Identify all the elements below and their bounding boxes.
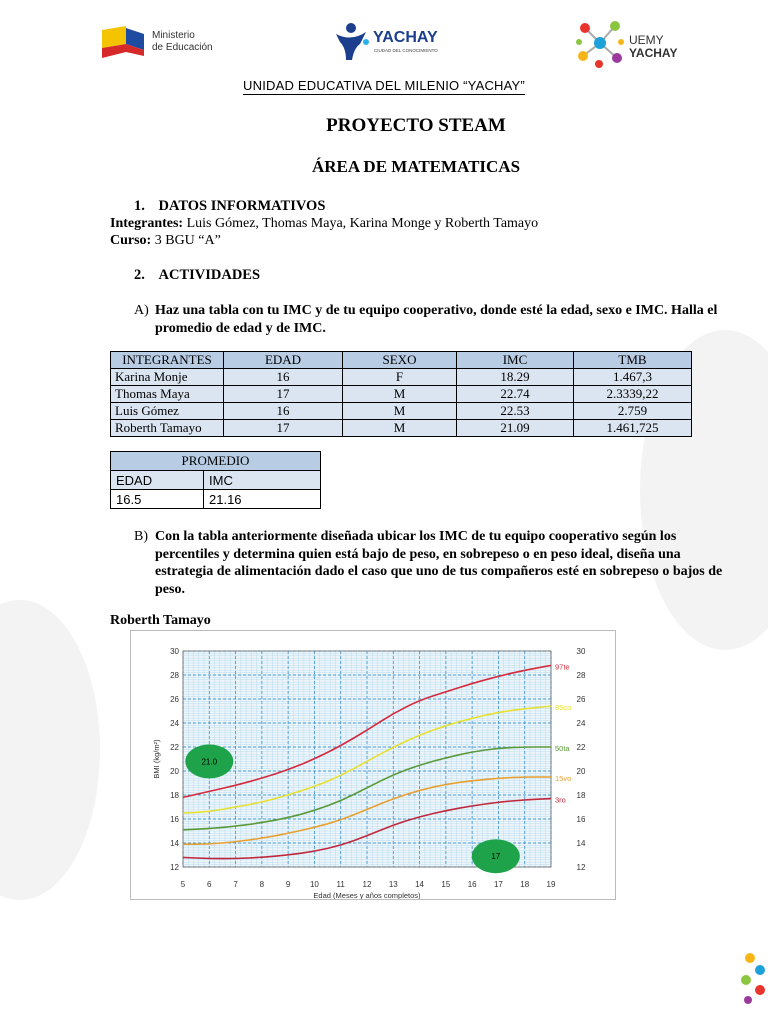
y-tick-label: 22 [170,743,179,752]
average-col-label: EDAD [111,471,204,490]
activity-b-letter: B) [134,529,148,544]
table-header-row [111,352,692,369]
table-row [111,403,692,420]
y-tick-label-right: 24 [576,719,586,728]
members-table [110,351,692,437]
bmi-chart-svg [131,631,615,899]
page-subtitle: ÁREA DE MATEMATICAS [311,157,521,176]
x-tick-label: 19 [546,880,556,889]
x-tick-label: 14 [415,880,425,889]
x-tick-label: 6 [207,880,212,889]
activity-a [134,302,724,337]
series-label: 50ta [555,744,570,753]
background-decoration [0,600,100,900]
table-cell: M [343,386,457,403]
table-cell: 22.53 [457,403,574,420]
y-tick-label: 18 [170,791,179,800]
section1-number: 1. [134,198,145,214]
ecuador-flag-icon [98,24,148,62]
y-tick-label-right: 30 [576,647,586,656]
integrantes-label: Integrantes: [110,216,184,231]
table-cell: 16 [224,403,343,420]
series-label: 3ro [555,795,566,805]
x-tick-label: 16 [467,880,477,889]
table-cell: 17 [224,420,343,437]
x-tick-label: 15 [441,880,451,889]
table-row [111,369,692,386]
yachay-figure-icon [330,20,372,62]
activity-b [134,528,724,598]
table-cell: M [343,420,457,437]
average-table [110,451,321,509]
x-tick-label: 17 [493,880,503,889]
x-tick-label: 11 [336,880,345,889]
marker-label: 17 [491,852,501,862]
page-title: PROYECTO STEAM [326,115,506,136]
table-cell: 2.3339,22 [574,386,692,403]
integrantes-value: Luis Gómez, Thomas Maya, Karina Monge y Roberth Tamayo [183,216,539,231]
y-tick-label-right: 14 [576,839,586,848]
table-cell: M [343,403,457,420]
y-tick-label: 26 [170,695,179,704]
average-value: 16.5 [111,490,204,509]
table-header-cell: INTEGRANTES [111,352,224,369]
table-cell: 17 [224,386,343,403]
x-tick-label: 18 [520,880,530,889]
molecule-icon [738,950,768,1010]
table-cell: Thomas Maya [111,386,224,403]
y-tick-label: 16 [170,815,179,824]
series-label: 97te [555,662,570,672]
x-axis-label: Edad (Meses y años completos) [313,891,421,899]
activity-a-text: Haz una tabla con tu IMC y de tu equipo cooperativo, donde esté la edad, sexo e IMC. Halla el promedio de edad y de IMC. [155,303,718,336]
y-tick-label-right: 28 [576,671,586,680]
x-tick-label: 12 [362,880,372,889]
logo-left-line2: de Educación [152,42,213,53]
y-tick-label-right: 18 [576,791,586,800]
table-header-cell: EDAD [224,352,343,369]
table-header-cell: IMC [457,352,574,369]
table-row [111,420,692,437]
x-tick-label: 5 [180,880,186,889]
y-tick-label: 14 [170,839,179,848]
table-cell: 1.461,725 [574,420,692,437]
table-cell: Karina Monje [111,369,224,386]
logo-right-line1: UEMY [629,33,664,47]
activity-a-letter: A) [134,303,149,318]
y-tick-label-right: 12 [576,863,586,872]
average-col-label: IMC [204,471,321,490]
y-tick-label: 28 [170,671,179,680]
molecule-icon [575,18,625,70]
integrantes-line [110,216,538,232]
marker-label: 21.0 [201,757,218,767]
y-tick-label: 30 [170,647,179,656]
curso-value: 3 BGU “A” [151,233,221,248]
section2-number: 2. [134,267,145,283]
average-header: PROMEDIO [111,452,321,471]
section2-heading [134,267,260,284]
y-axis-label: BMI (kg/m²) [152,739,161,779]
table-cell: Roberth Tamayo [111,420,224,437]
section1-title: DATOS INFORMATIVOS [158,198,326,214]
yachay-logo [330,20,450,64]
table-cell: 21.09 [457,420,574,437]
series-label: 85co [555,703,572,713]
logo-center-sub: CIUDAD DEL CONOCIMIENTO [374,48,438,53]
logo-right-line2: YACHAY [629,46,678,60]
chart-caption: Roberth Tamayo [110,613,211,628]
activity-b-text: Con la tabla anteriormente diseñada ubicar los IMC de tu equipo cooperativo según los percentiles y determina quien está bajo de peso, en sobrepeso o en peso ideal, diseña una estrategia de alimentación dado el caso que uno de tus compañeros esté en sobrepeso o bajos de peso. [155,529,723,597]
table-header-cell: TMB [574,352,692,369]
curso-line [110,233,221,249]
y-tick-label: 24 [170,719,179,728]
table-cell: 1.467,3 [574,369,692,386]
x-tick-label: 10 [309,880,319,889]
y-tick-label-right: 26 [576,695,586,704]
table-cell: Luis Gómez [111,403,224,420]
ministerio-logo [98,24,228,64]
x-tick-label: 13 [388,880,398,889]
logo-center-name: YACHAY [373,29,438,46]
table-cell: 2.759 [574,403,692,420]
table-header-cell: SEXO [343,352,457,369]
y-tick-label-right: 20 [576,767,586,776]
x-tick-label: 7 [233,880,238,889]
section2-title: ACTIVIDADES [158,267,261,283]
y-tick-label: 20 [170,767,179,776]
table-cell: 22.74 [457,386,574,403]
average-value: 21.16 [204,490,321,509]
uemy-logo [575,18,695,70]
y-tick-label: 12 [170,863,179,872]
x-tick-label: 8 [259,880,265,889]
y-tick-label-right: 22 [576,743,586,752]
section1-heading [134,198,325,215]
table-row [111,386,692,403]
series-label: 15vo [555,774,572,783]
curso-label: Curso: [110,233,152,248]
school-name: UNIDAD EDUCATIVA DEL MILENIO “YACHAY” [243,78,525,93]
table-cell: F [343,369,457,386]
y-tick-label-right: 16 [576,815,586,824]
x-tick-label: 9 [285,880,291,889]
logo-left-line1: Ministerio [152,30,195,41]
table-cell: 16 [224,369,343,386]
bmi-chart [130,630,616,900]
table-cell: 18.29 [457,369,574,386]
